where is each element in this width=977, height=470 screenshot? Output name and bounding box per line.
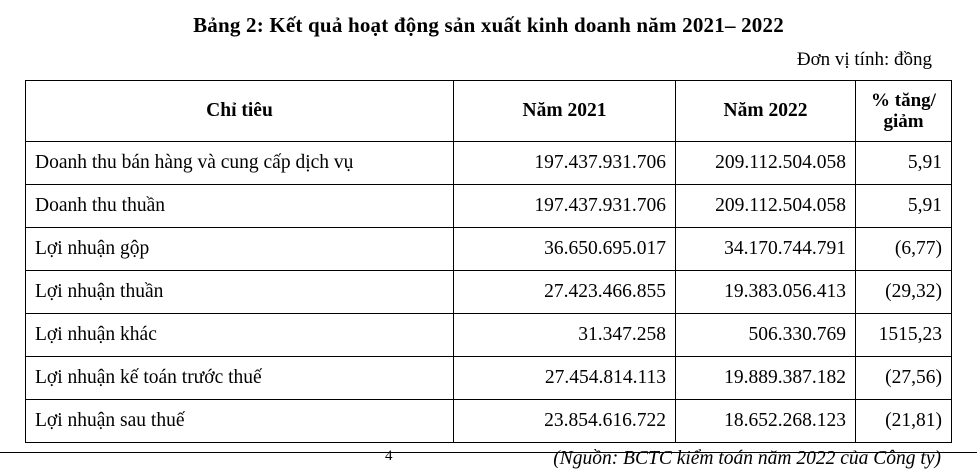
table-row xyxy=(26,185,952,228)
table-body xyxy=(26,142,952,443)
row-value-2021: 27.454.814.113 xyxy=(454,357,676,400)
source-note: (Nguồn: BCTC kiểm toán năm 2022 của Công ty) xyxy=(553,448,941,469)
row-value-percent: 5,91 xyxy=(856,185,952,228)
row-value-2021: 36.650.695.017 xyxy=(454,228,676,271)
table-row xyxy=(26,357,952,400)
row-label: Lợi nhuận sau thuế xyxy=(26,400,454,443)
document-page xyxy=(0,13,977,469)
row-value-2021: 31.347.258 xyxy=(454,314,676,357)
column-header-percent-change xyxy=(856,81,952,142)
row-value-2022: 209.112.504.058 xyxy=(676,185,856,228)
table-row xyxy=(26,400,952,443)
row-value-percent: (6,77) xyxy=(856,228,952,271)
row-label: Lợi nhuận gộp xyxy=(26,228,454,271)
table-header-row xyxy=(26,81,952,142)
row-value-2022: 19.383.056.413 xyxy=(676,271,856,314)
row-value-percent: 1515,23 xyxy=(856,314,952,357)
column-header-year-2022: Năm 2022 xyxy=(676,81,856,142)
row-label: Lợi nhuận thuần xyxy=(26,271,454,314)
row-label: Doanh thu thuần xyxy=(26,185,454,228)
percent-header-line-2: giảm xyxy=(883,111,924,132)
table-header xyxy=(26,81,952,142)
page-title: Bảng 2: Kết quả hoạt động sản xuất kinh doanh năm 2021– 2022 xyxy=(193,13,784,37)
page-footer-mark: 4 xyxy=(385,448,393,464)
row-value-percent: (27,56) xyxy=(856,357,952,400)
table-row xyxy=(26,142,952,185)
column-header-year-2021: Năm 2021 xyxy=(454,81,676,142)
row-value-2021: 23.854.616.722 xyxy=(454,400,676,443)
percent-header-line-1: % tăng/ xyxy=(871,89,936,111)
row-value-2022: 506.330.769 xyxy=(676,314,856,357)
table-row xyxy=(26,228,952,271)
row-value-percent: 5,91 xyxy=(856,142,952,185)
row-label: Doanh thu bán hàng và cung cấp dịch vụ xyxy=(26,142,454,185)
row-value-2022: 34.170.744.791 xyxy=(676,228,856,271)
row-value-2022: 19.889.387.182 xyxy=(676,357,856,400)
unit-note: Đơn vị tính: đồng xyxy=(796,49,932,70)
financial-results-table xyxy=(25,80,952,443)
row-value-2022: 18.652.268.123 xyxy=(676,400,856,443)
row-value-2022: 209.112.504.058 xyxy=(676,142,856,185)
row-value-2021: 197.437.931.706 xyxy=(454,142,676,185)
row-value-percent: (21,81) xyxy=(856,400,952,443)
table-row xyxy=(26,314,952,357)
row-label: Lợi nhuận kế toán trước thuế xyxy=(26,357,454,400)
column-header-label: Chỉ tiêu xyxy=(26,81,454,142)
table-row xyxy=(26,271,952,314)
page-divider xyxy=(0,452,977,453)
row-value-percent: (29,32) xyxy=(856,271,952,314)
row-label: Lợi nhuận khác xyxy=(26,314,454,357)
row-value-2021: 27.423.466.855 xyxy=(454,271,676,314)
row-value-2021: 197.437.931.706 xyxy=(454,185,676,228)
